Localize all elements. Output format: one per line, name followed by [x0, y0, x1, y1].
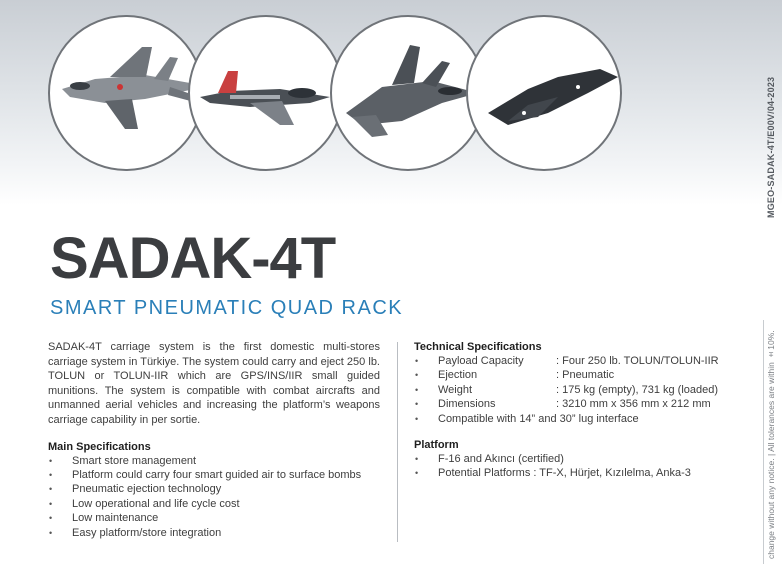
- spec-value: : 175 kg (empty), 731 kg (loaded): [556, 383, 719, 396]
- spec-key: • Weight: [438, 383, 473, 396]
- list-item: • Easy platform/store integration: [48, 526, 380, 540]
- hurjet-trainer-icon: [190, 17, 344, 171]
- side-note: change without any notice. | All tolerances are within ±10%.: [766, 330, 776, 559]
- product-tagline: SMART PNEUMATIC QUAD RACK: [50, 297, 404, 319]
- platform-image-1: [48, 15, 204, 171]
- list-item: • F-16 and Akıncı (certified): [414, 452, 754, 466]
- spec-value: : Four 250 lb. TOLUN/TOLUN-IIR: [556, 355, 719, 367]
- main-specs-list: [48, 454, 380, 540]
- platform-heading: Platform: [414, 439, 459, 452]
- platform-image-2: [188, 15, 344, 171]
- spec-value: : 3210 mm x 356 mm x 212 mm: [556, 398, 711, 411]
- intro-paragraph: SADAK-4T carriage system is the first domestic multi-stores carriage system in Türkiye. The system could carry and eject 250 lb. TOLUN or TOLUN-IIR which are GPS/INS/IIR small guided munitions. The system is compatible with combat aircrafts and unmanned aerial vehicles and increasing the platform’s weapons carriage capability in per sortie.: [48, 341, 380, 426]
- stealth-fighter-icon: [332, 17, 486, 171]
- column-divider: [397, 342, 398, 542]
- spec-row: [414, 368, 754, 382]
- platform-list: [414, 452, 754, 481]
- tf-x-fighter-icon: [50, 17, 204, 171]
- list-item: • Compatible with 14” and 30” lug interface: [414, 412, 754, 426]
- list-item: • Potential Platforms : TF-X, Hürjet, Kızılelma, Anka-3: [414, 466, 754, 480]
- list-item: • Low operational and life cycle cost: [48, 497, 380, 511]
- right-column: [414, 340, 754, 481]
- spec-key: • Payload Capacity: [438, 355, 524, 367]
- product-title: SADAK-4T: [50, 226, 336, 291]
- spec-value: : Pneumatic: [556, 369, 615, 382]
- document-code: MGEO-SADAK-4T/E00V/04-2023: [766, 76, 776, 218]
- main-specs-heading: Main Specifications: [48, 440, 151, 453]
- tech-specs-list: [414, 354, 754, 426]
- spec-row: [414, 383, 754, 397]
- flying-wing-uav-icon: [468, 17, 622, 171]
- list-item: • Pneumatic ejection technology: [48, 482, 380, 496]
- spec-row: [414, 354, 754, 368]
- list-item: • Smart store management: [48, 454, 380, 468]
- spec-key: • Ejection: [438, 369, 478, 382]
- tech-specs-heading: Technical Specifications: [414, 341, 542, 353]
- list-item: • Low maintenance: [48, 511, 380, 525]
- side-divider: [763, 320, 764, 564]
- list-item: • Platform could carry four smart guided air to surface bombs: [48, 468, 380, 482]
- spec-key: • Dimensions: [438, 398, 496, 411]
- platform-image-3: [330, 15, 486, 171]
- platform-image-4: [466, 15, 622, 171]
- left-column: [48, 340, 380, 540]
- spec-row: [414, 397, 754, 411]
